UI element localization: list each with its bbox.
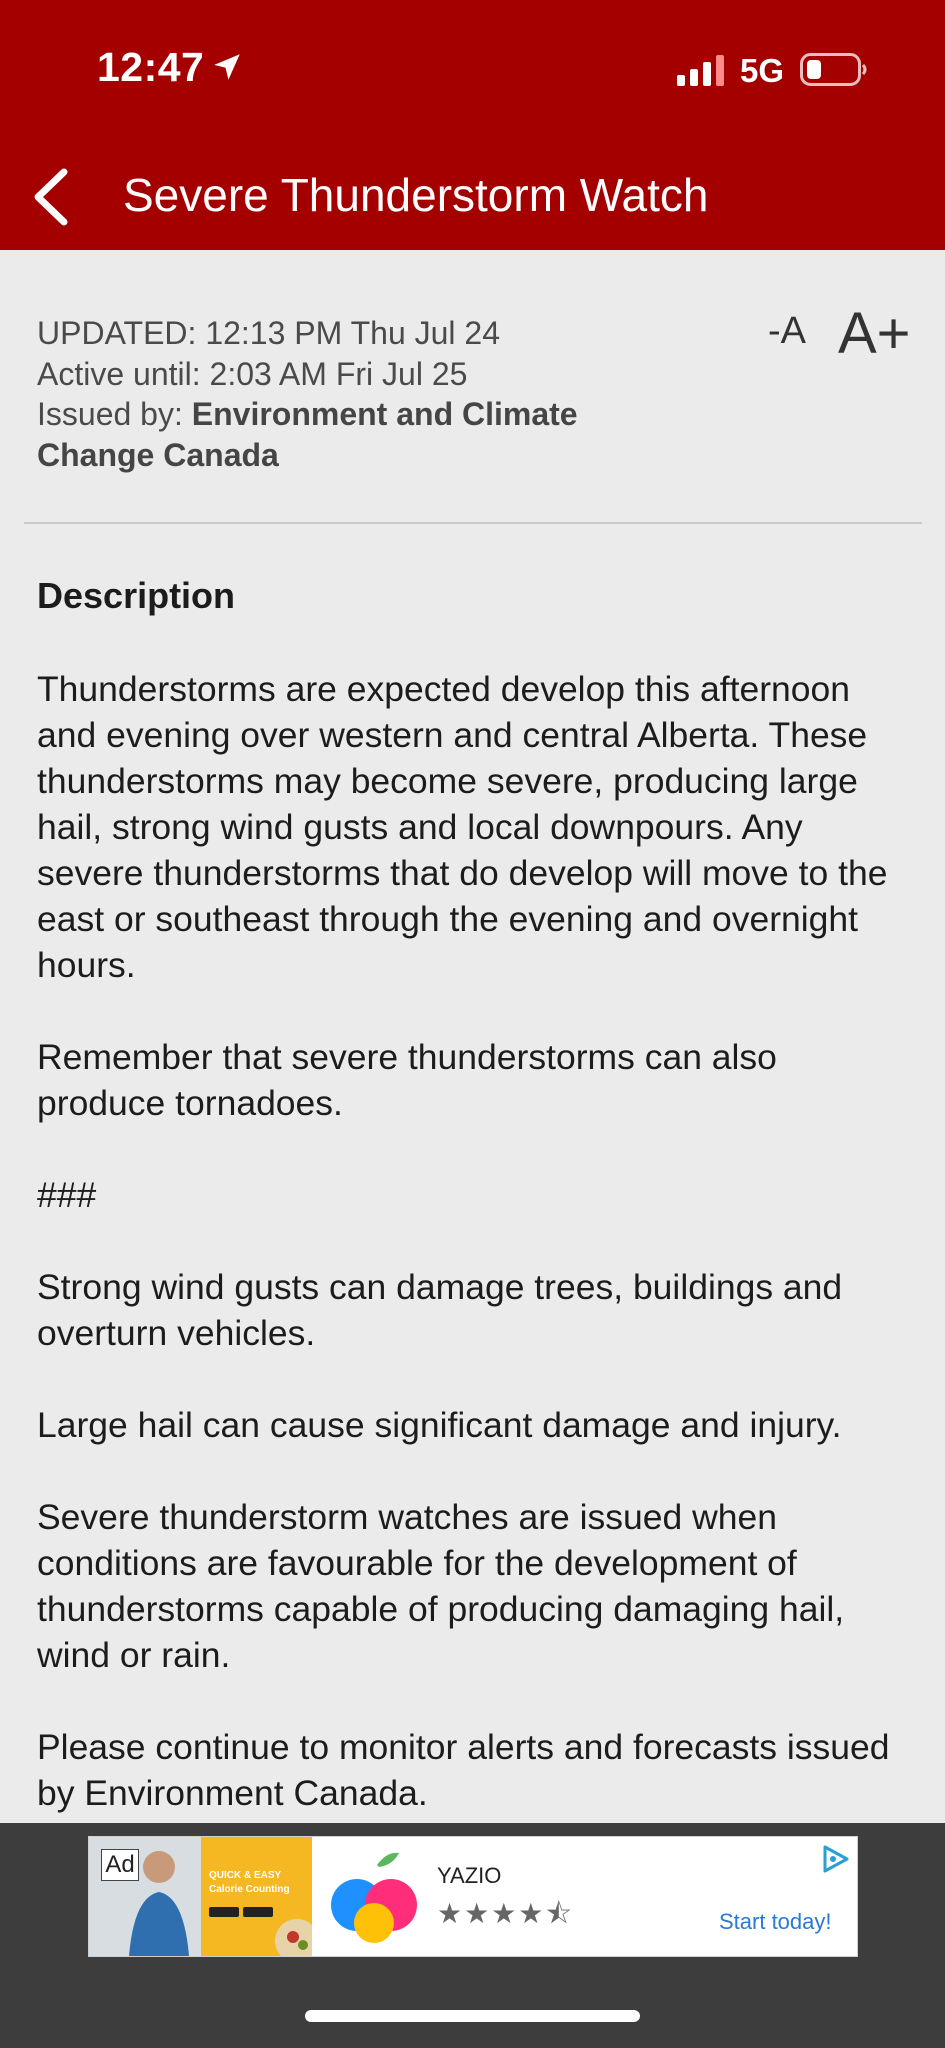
description-heading: Description	[37, 575, 236, 616]
ad-app-name: YAZIO	[437, 1863, 502, 1888]
signal-bars-icon	[677, 55, 727, 86]
description-paragraph: Remember that severe thunderstorms can also produce tornadoes.	[37, 1037, 777, 1123]
home-indicator	[305, 2010, 640, 2022]
alert-meta	[37, 313, 637, 475]
issued-by-label: Issued by:	[37, 396, 192, 432]
description-paragraph: Severe thunderstorm watches are issued when conditions are favourable for the development of thunderstorms capable of producing damaging hail, wind or rain.	[37, 1497, 845, 1675]
description-paragraph: Large hail can cause significant damage and injury.	[37, 1405, 842, 1445]
description-body	[37, 666, 907, 1823]
location-arrow-icon	[210, 50, 244, 84]
active-until: Active until: 2:03 AM Fri Jul 25	[37, 355, 468, 392]
food-bowl-icon	[201, 1837, 312, 1956]
network-type: 5G	[740, 52, 785, 89]
increase-font-button[interactable]: A+	[838, 301, 911, 366]
apple-logo-icon	[329, 1847, 419, 1947]
ad-promo	[201, 1837, 312, 1956]
page-title: Severe Thunderstorm Watch	[123, 169, 709, 221]
issued-by-value: Environment and Climate Change Canada	[37, 396, 578, 473]
adchoices-icon[interactable]	[819, 1843, 851, 1875]
ad-banner[interactable]	[88, 1836, 858, 1957]
ad-badge: Ad	[101, 1849, 139, 1881]
status-time: 12:47	[97, 44, 205, 90]
description-paragraph: Strong wind gusts can damage trees, buildings and overturn vehicles.	[37, 1267, 843, 1353]
ad-photo	[89, 1837, 201, 1956]
divider	[24, 522, 922, 524]
description-paragraph: ###	[37, 1175, 97, 1215]
ad-rating-stars: ★★★★⯪	[437, 1898, 574, 1929]
app-header	[0, 0, 945, 250]
decrease-font-button[interactable]: -A	[768, 310, 806, 352]
description-paragraph: Thunderstorms are expected develop this afternoon and evening over western and central Alberta. These thunderstorms may become severe, producing large hail, strong wind gusts and local downpours. Any severe thunderstorms that do develop will move to the east or southeast through the evening and overnight hours.	[37, 669, 888, 985]
updated-time: UPDATED: 12:13 PM Thu Jul 24	[37, 315, 501, 351]
ad-cta-button[interactable]: Start today!	[719, 1909, 832, 1934]
description-paragraph: Please continue to monitor alerts and forecasts issued by Environment Canada.	[37, 1727, 890, 1813]
ad-promo-text: QUICK & EASY Calorie Counting	[209, 1870, 290, 1895]
battery-icon	[800, 53, 867, 86]
issued-by	[37, 394, 637, 475]
ad-area	[0, 1823, 945, 2048]
back-chevron-icon[interactable]	[28, 164, 78, 230]
